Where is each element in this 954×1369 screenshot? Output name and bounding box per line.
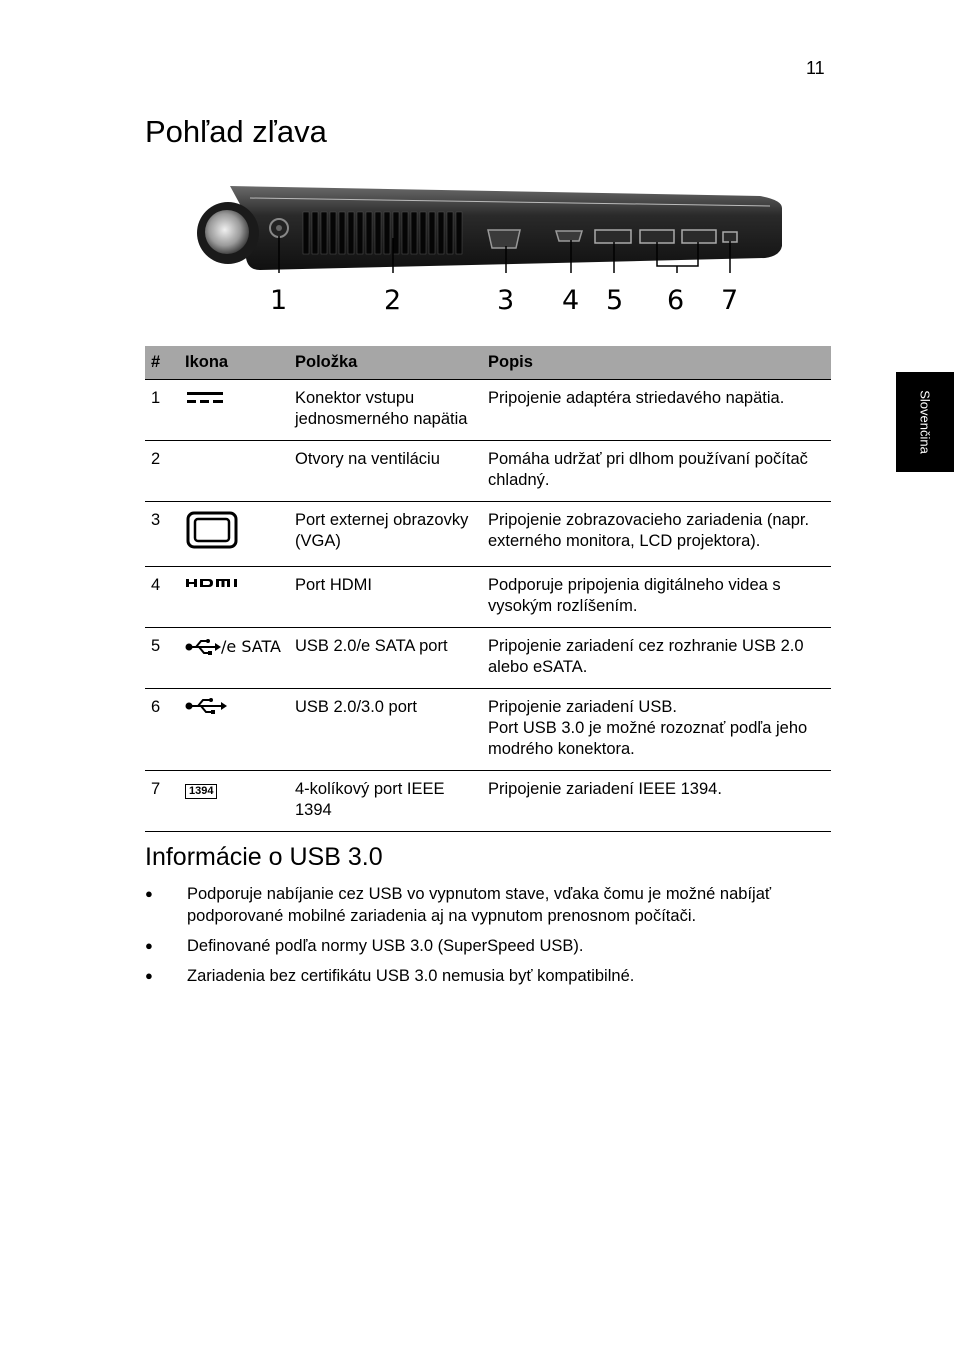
row-icon-cell — [179, 628, 289, 689]
callout-4: 4 — [562, 285, 580, 316]
callout-3: 3 — [497, 285, 515, 316]
row-number: 3 — [145, 502, 179, 567]
list-item: ● Definované podľa normy USB 3.0 (SuperSpeed USB). — [145, 935, 835, 957]
hdmi-icon — [185, 575, 243, 591]
row-icon-cell — [179, 567, 289, 628]
page-title: Pohľad zľava — [145, 114, 327, 149]
row-item: USB 2.0/3.0 port — [289, 689, 482, 771]
row-number: 1 — [145, 380, 179, 441]
callout-2: 2 — [384, 285, 402, 316]
table-row — [145, 771, 831, 832]
usb-icon — [185, 638, 221, 656]
table-row — [145, 441, 831, 502]
esata-icon-label: /e SATA — [221, 637, 281, 657]
row-description: Pripojenie zariadení IEEE 1394. — [482, 771, 831, 832]
table-row — [145, 502, 831, 567]
usb-icon — [185, 697, 229, 715]
row-description: Podporuje pripojenia digitálneho videa s vysokým rozlíšením. — [482, 567, 831, 628]
row-item: USB 2.0/e SATA port — [289, 628, 482, 689]
page-number: 11 — [806, 58, 825, 78]
header-number: # — [145, 346, 179, 380]
row-description: Pripojenie adaptéra striedavého napätia. — [482, 380, 831, 441]
row-icon-cell — [179, 380, 289, 441]
row-icon-cell — [179, 689, 289, 771]
row-icon-cell — [179, 502, 289, 567]
row-description — [482, 689, 831, 771]
callout-7: 7 — [721, 285, 739, 316]
row-number: 7 — [145, 771, 179, 832]
row-icon-cell — [179, 441, 289, 502]
row-description: Pripojenie zobrazovacieho zariadenia (napr. externého monitora, LCD projektora). — [482, 502, 831, 567]
header-item: Položka — [289, 346, 482, 380]
monitor-icon — [185, 510, 239, 550]
callout-6: 6 — [667, 285, 685, 316]
row-item: Konektor vstupu jednosmerného napätia — [289, 380, 482, 441]
row-item: 4-kolíkový port IEEE 1394 — [289, 771, 482, 832]
row-item: Port HDMI — [289, 567, 482, 628]
row-description: Pripojenie zariadení cez rozhranie USB 2.0 alebo eSATA. — [482, 628, 831, 689]
header-description: Popis — [482, 346, 831, 380]
table-row — [145, 689, 831, 771]
row-description: Pomáha udržať pri dlhom používaní počítač chladný. — [482, 441, 831, 502]
ieee1394-icon: 1394 — [185, 784, 217, 799]
row-number: 6 — [145, 689, 179, 771]
ports-table — [145, 346, 831, 832]
row-number: 4 — [145, 567, 179, 628]
language-tab-label: Slovenčina — [917, 390, 933, 454]
laptop-left-side-illustration — [190, 178, 790, 273]
row-item: Port externej obrazovky (VGA) — [289, 502, 482, 567]
row-icon-cell — [179, 771, 289, 832]
row-item: Otvory na ventiláciu — [289, 441, 482, 502]
row-number: 2 — [145, 441, 179, 502]
row-description-line: Pripojenie zariadení USB. — [488, 698, 677, 716]
dc-in-icon — [185, 388, 225, 408]
header-icon: Ikona — [179, 346, 289, 380]
section-title: Informácie o USB 3.0 — [145, 843, 383, 871]
table-row — [145, 380, 831, 441]
language-tab — [896, 372, 954, 472]
row-description-line: Port USB 3.0 je možné rozoznať podľa jeho modrého konektora. — [488, 719, 808, 758]
bullet-list — [145, 883, 835, 995]
list-item: ● Zariadenia bez certifikátu USB 3.0 nemusia byť kompatibilné. — [145, 965, 835, 987]
table-row — [145, 567, 831, 628]
list-item: ● Podporuje nabíjanie cez USB vo vypnutom stave, vďaka čomu je možné nabíjať podporované mobilné zariadenia aj na vypnutom prenosnom počítači. — [145, 883, 835, 927]
callout-1: 1 — [270, 285, 288, 316]
callout-5: 5 — [606, 285, 624, 316]
row-number: 5 — [145, 628, 179, 689]
table-header-row — [145, 346, 831, 380]
table-row — [145, 628, 831, 689]
